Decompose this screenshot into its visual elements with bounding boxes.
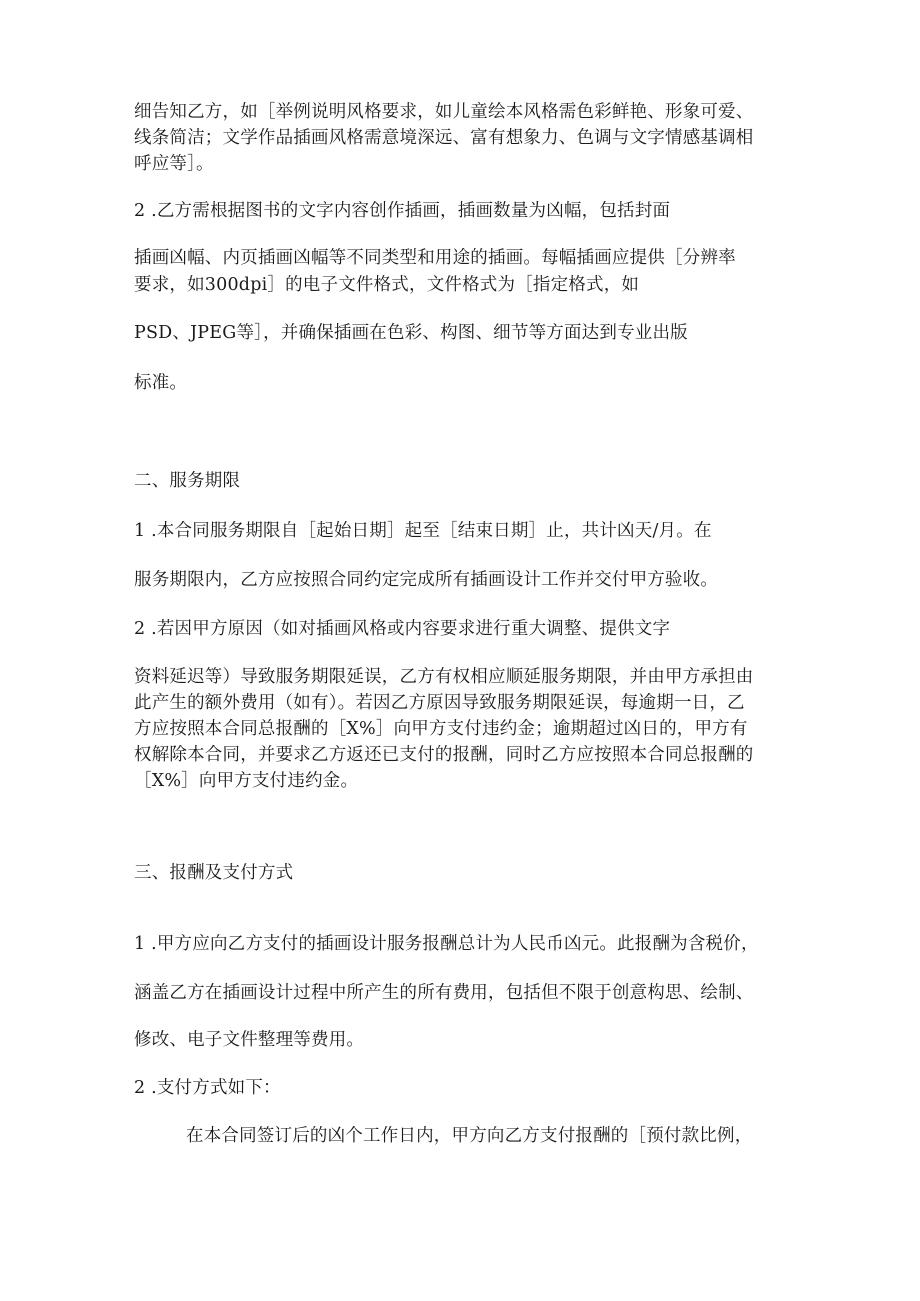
paragraph-line: 呼应等］。: [134, 154, 214, 174]
clause-3-2-subitem: 在本合同签订后的凶个工作日内，甲方向乙方支付报酬的［预付款比例，: [186, 1126, 753, 1146]
clause-2-2-line: 2 .若因甲方原因（如对插画风格或内容要求进行重大调整、提供文字: [134, 619, 671, 639]
section-heading: 二、服务期限: [134, 471, 241, 491]
section-heading: 三、报酬及支付方式: [134, 863, 294, 883]
clause-1-2-line: 插画凶幅、内页插画凶幅等不同类型和用途的插画。每幅插画应提供［分辨率: [134, 248, 736, 268]
clause-2-2-line: 资料延迟等）导致服务期限延误，乙方有权相应顺延服务期限，并由甲方承担由: [134, 667, 754, 687]
clause-1-2-line: 要求，如300dpi］的电子文件格式，文件格式为［指定格式，如: [134, 275, 640, 295]
clause-3-1-line: 修改、电子文件整理等费用。: [134, 1030, 365, 1050]
clause-1-2-line: PSD、JPEG等］，并确保插画在色彩、构图、细节等方面达到专业出版: [134, 323, 688, 343]
clause-2-2-line: 此产生的额外费用（如有）。若因乙方原因导致服务期限延误，每逾期一日，乙: [134, 693, 745, 713]
clause-1-2-line: 2 .乙方需根据图书的文字内容创作插画，插画数量为凶幅，包括封面: [134, 201, 671, 221]
clause-2-2-line: 权解除本合同，并要求乙方返还已支付的报酬，同时乙方应按照本合同总报酬的: [134, 745, 754, 765]
clause-3-1-line: 涵盖乙方在插画设计过程中所产生的所有费用，包括但不限于创意构思、绘制、: [134, 983, 754, 1003]
clause-2-1-line: 服务期限内，乙方应按照合同约定完成所有插画设计工作并交付甲方验收。: [134, 570, 719, 590]
paragraph-line: 细告知乙方，如［举例说明风格要求，如儿童绘本风格需色彩鲜艳、形象可爱、: [134, 102, 754, 122]
clause-3-1-line: 1 .甲方应向乙方支付的插画设计服务报酬总计为人民币凶元。此报酬为含税价，: [134, 934, 759, 954]
clause-2-2-line: ［X%］向甲方支付违约金。: [134, 771, 359, 791]
paragraph-line: 线条简洁；文学作品插画风格需意境深远、富有想象力、色调与文字情感基调相: [134, 128, 754, 148]
clause-2-2-line: 方应按照本合同总报酬的［X%］向甲方支付违约金；逾期超过凶日的，甲方有: [134, 719, 748, 739]
clause-3-2-line: 2 .支付方式如下：: [134, 1078, 281, 1098]
clause-1-2-line: 标准。: [134, 373, 188, 393]
clause-2-1-line: 1 .本合同服务期限自［起始日期］起至［结束日期］止，共计凶天/月。在: [134, 521, 712, 541]
